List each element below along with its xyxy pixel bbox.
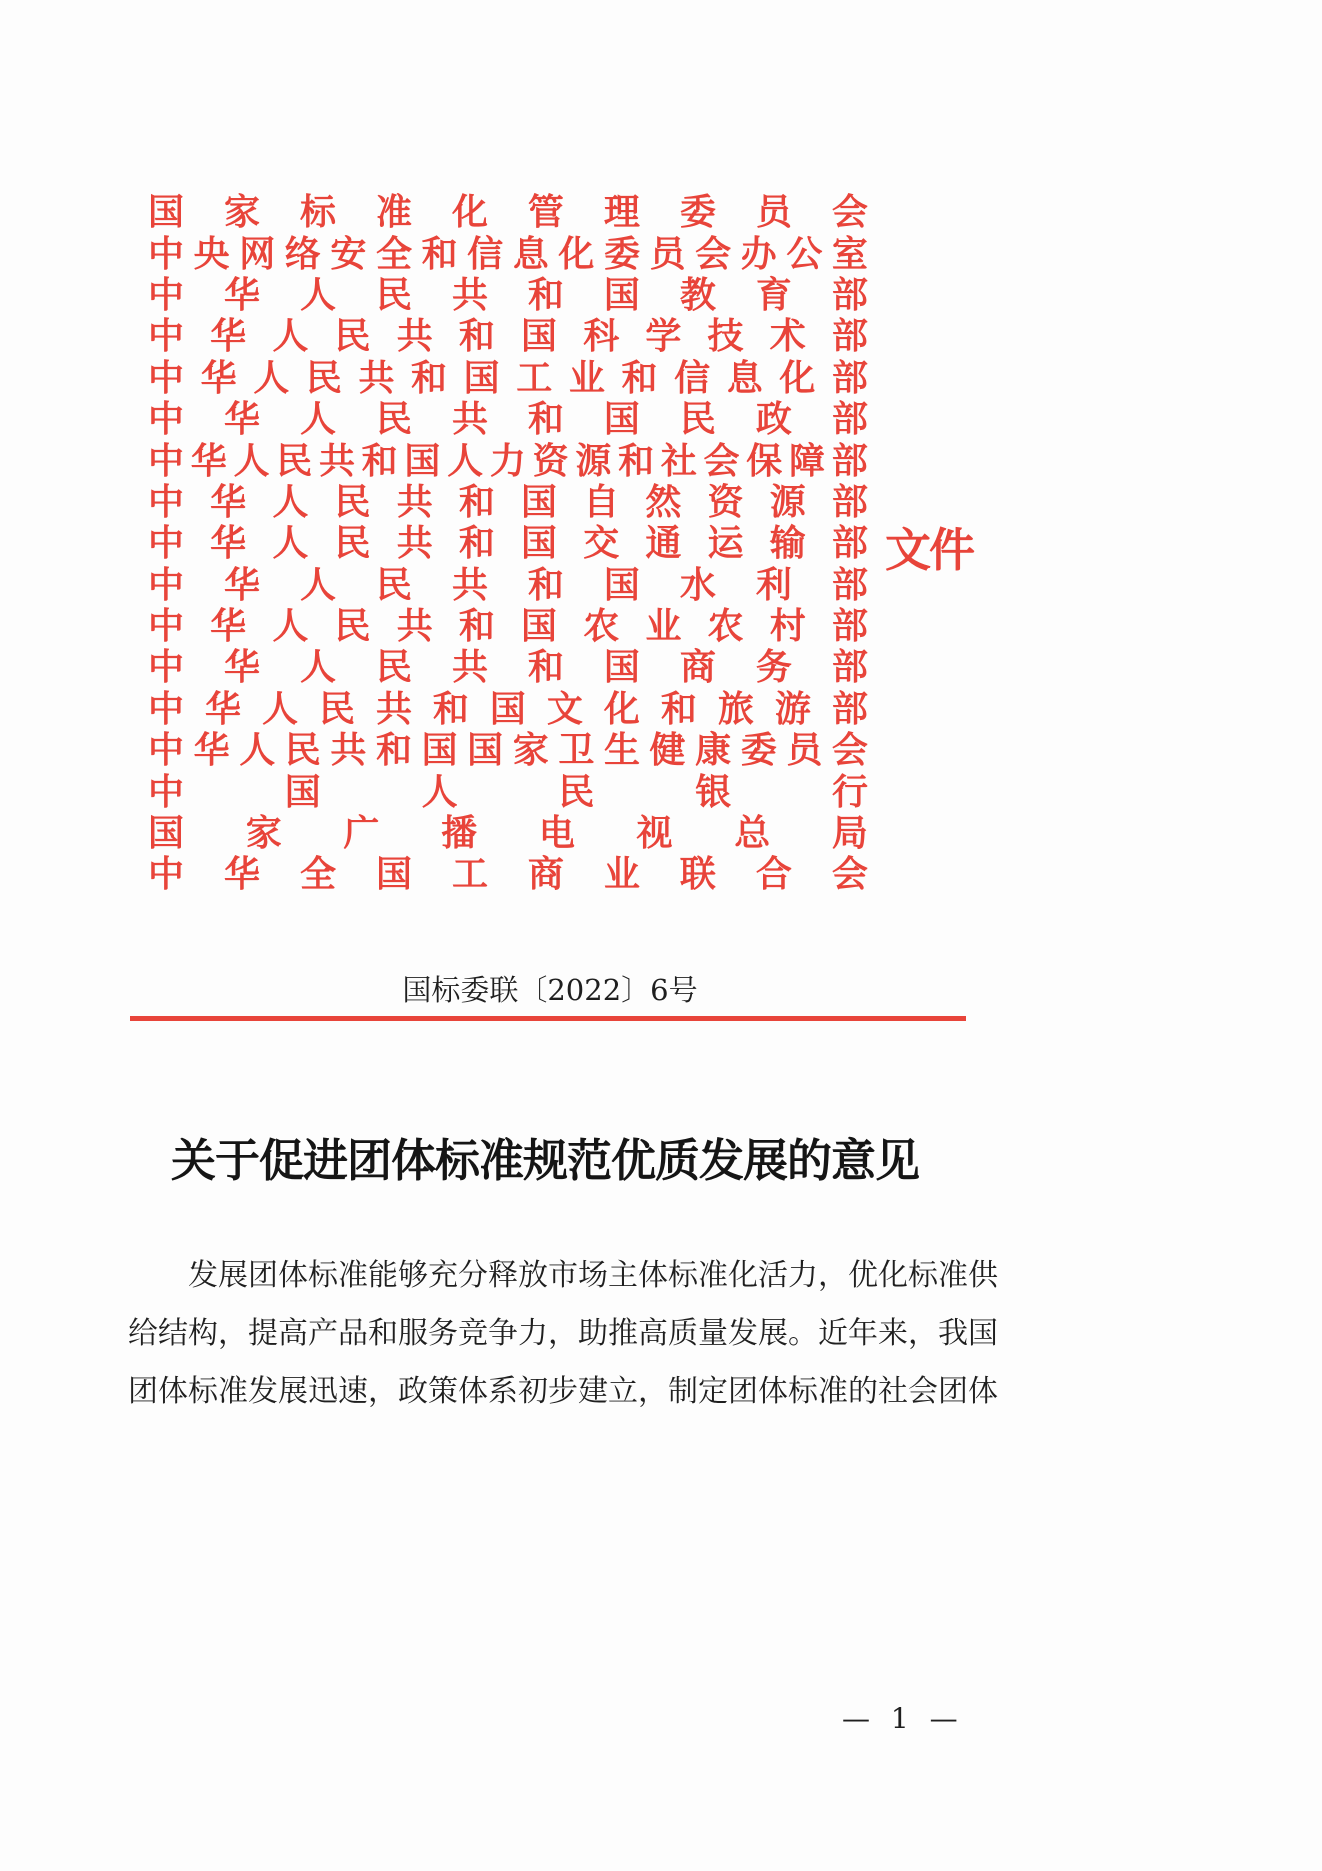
issuing-body-char: 会 [831, 192, 868, 234]
issuing-body-char: 中 [148, 854, 185, 896]
issuing-body-char: 国 [603, 564, 640, 606]
issuing-body-char: 共 [358, 357, 395, 399]
issuing-body-char: 商 [527, 854, 564, 896]
issuing-body-char: 人 [261, 688, 298, 730]
issuing-body-char: 中 [148, 357, 185, 399]
issuing-body-char: 化 [603, 688, 640, 730]
issuing-body-char: 人 [253, 357, 290, 399]
issuing-body-char: 视 [636, 813, 673, 855]
issuing-body-char: 中 [148, 399, 185, 441]
issuing-body-char: 部 [831, 481, 868, 523]
issuing-body-char: 络 [284, 233, 321, 275]
issuing-body-char: 国 [463, 357, 500, 399]
body-line: 团 体 标 准 发 展 迅 速 ， 政 策 体 系 初 步 建 立 ， 制 定 团 体 标 准 的 社 会 团 体 [128, 1374, 998, 1409]
issuing-body-char: 部 [831, 274, 868, 316]
issuing-body-char: 部 [831, 523, 868, 565]
issuing-body-char: 家 [223, 192, 260, 234]
issuing-body-char: 利 [755, 564, 792, 606]
issuing-body-char: 旅 [717, 688, 754, 730]
body-line: 发 展 团 体 标 准 能 够 充 分 释 放 市 场 主 体 标 准 化 活 力 ， 优 化 标 准 供 [188, 1258, 998, 1293]
issuing-body-char: 共 [396, 606, 433, 648]
issuing-body-char: 资 [532, 440, 569, 482]
issuing-body-char: 工 [516, 357, 553, 399]
issuing-body-char: 源 [769, 481, 806, 523]
issuing-body-char: 然 [645, 481, 682, 523]
issuing-body-char: 网 [239, 233, 276, 275]
issuing-body-char: 中 [148, 647, 185, 689]
issuing-body-char: 员 [755, 192, 792, 234]
issuing-body-char: 中 [148, 274, 185, 316]
issuing-body-char: 资 [707, 481, 744, 523]
issuing-body-char: 委 [679, 192, 716, 234]
issuing-body-char: 中 [148, 316, 185, 358]
issuing-body-char: 联 [679, 854, 716, 896]
issuing-body-char: 人 [239, 730, 276, 772]
issuing-body-char: 国 [467, 730, 504, 772]
issuing-body-char: 全 [375, 233, 412, 275]
issuing-body-char: 息 [726, 357, 763, 399]
issuing-body-char: 生 [603, 730, 640, 772]
issuing-body-char: 民 [375, 274, 412, 316]
issuing-body-row [148, 482, 868, 523]
document-number: 国标委联〔2022〕6号 [402, 973, 698, 1007]
issuing-body-char: 委 [740, 730, 777, 772]
issuing-body-row [148, 358, 868, 399]
issuing-body-char: 共 [451, 274, 488, 316]
issuing-body-row [148, 233, 868, 274]
issuing-body-char: 准 [375, 192, 412, 234]
issuing-body-char: 人 [447, 440, 484, 482]
issuing-body-char: 华 [200, 357, 237, 399]
issuing-body-char: 业 [645, 606, 682, 648]
issuing-body-char: 共 [451, 647, 488, 689]
issuing-body-char: 中 [148, 481, 185, 523]
issuing-body-char: 人 [299, 647, 336, 689]
issuing-body-char: 人 [299, 564, 336, 606]
issuing-body-char: 国 [148, 813, 185, 855]
issuing-body-char: 卫 [558, 730, 595, 772]
issuing-body-char: 自 [583, 481, 620, 523]
issuing-body-char: 和 [375, 730, 412, 772]
issuing-body-char: 民 [375, 564, 412, 606]
issuing-body-char: 国 [521, 523, 558, 565]
issuing-body-char: 行 [831, 771, 868, 813]
issuing-body-char: 委 [603, 233, 640, 275]
issuing-body-char: 技 [707, 316, 744, 358]
issuing-body-char: 中 [148, 688, 185, 730]
issuing-body-char: 民 [334, 481, 371, 523]
issuing-body-char: 人 [272, 316, 309, 358]
issuing-body-char: 部 [831, 440, 868, 482]
issuing-body-char: 会 [703, 440, 740, 482]
issuing-body-char: 民 [276, 440, 313, 482]
issuing-body-char: 人 [272, 523, 309, 565]
issuing-body-char: 民 [679, 399, 716, 441]
issuing-body-char: 术 [769, 316, 806, 358]
issuing-body-char: 运 [707, 523, 744, 565]
issuing-body-char: 电 [538, 813, 575, 855]
issuing-body-char: 障 [789, 440, 826, 482]
issuing-body-char: 和 [527, 274, 564, 316]
issuing-body-char: 民 [334, 316, 371, 358]
issuing-body-char: 国 [148, 192, 185, 234]
issuing-body-char: 水 [679, 564, 716, 606]
issuing-body-char: 民 [334, 606, 371, 648]
issuing-body-char: 通 [645, 523, 682, 565]
issuing-body-char: 村 [769, 606, 806, 648]
issuing-body-char: 商 [679, 647, 716, 689]
issuing-body-row [148, 813, 868, 854]
issuing-body-row [148, 275, 868, 316]
issuing-body-char: 民 [284, 730, 321, 772]
issuing-body-char: 务 [755, 647, 792, 689]
issuing-body-char: 银 [695, 771, 732, 813]
issuing-body-char: 员 [649, 233, 686, 275]
issuing-body-char: 部 [831, 606, 868, 648]
issuing-body-char: 共 [396, 523, 433, 565]
issuing-body-char: 游 [774, 688, 811, 730]
issuing-body-row [148, 689, 868, 730]
issuing-body-char: 民 [334, 523, 371, 565]
issuing-body-char: 和 [432, 688, 469, 730]
issuing-body-char: 科 [583, 316, 620, 358]
issuing-body-char: 局 [831, 813, 868, 855]
issuing-body-row [148, 440, 868, 481]
issuing-body-char: 和 [458, 481, 495, 523]
issuing-body-char: 华 [223, 399, 260, 441]
issuing-body-char: 和 [458, 316, 495, 358]
issuing-body-char: 教 [679, 274, 716, 316]
issuing-body-char: 业 [603, 854, 640, 896]
issuing-body-char: 合 [755, 854, 792, 896]
document-marker: 文件 [885, 523, 973, 577]
issuing-body-char: 部 [831, 357, 868, 399]
issuing-body-char: 全 [299, 854, 336, 896]
red-divider-line [130, 1016, 966, 1021]
issuing-body-row [148, 399, 868, 440]
issuing-body-char: 学 [645, 316, 682, 358]
issuing-body-char: 和 [361, 440, 398, 482]
page-number: — 1 — [842, 1702, 964, 1735]
issuing-body-char: 理 [603, 192, 640, 234]
issuing-body-char: 保 [746, 440, 783, 482]
issuing-body-char: 中 [148, 730, 185, 772]
issuing-body-char: 广 [343, 813, 380, 855]
issuing-body-char: 业 [568, 357, 605, 399]
issuing-body-char: 员 [786, 730, 823, 772]
issuing-body-char: 力 [489, 440, 526, 482]
issuing-body-char: 社 [660, 440, 697, 482]
issuing-body-row [148, 523, 868, 564]
body-paragraph [128, 1247, 998, 1421]
document-title: 关于促进团体标准规范优质发展的意见 [170, 1134, 919, 1187]
issuing-body-char: 共 [451, 399, 488, 441]
issuing-body-char: 共 [396, 481, 433, 523]
issuing-body-char: 农 [583, 606, 620, 648]
issuing-body-char: 国 [603, 647, 640, 689]
issuing-body-char: 人 [233, 440, 270, 482]
issuing-body-char: 中 [148, 564, 185, 606]
issuing-body-char: 中 [148, 233, 185, 275]
issuing-body-char: 中 [148, 771, 185, 813]
issuing-body-char: 人 [421, 771, 458, 813]
issuing-body-char: 会 [695, 233, 732, 275]
issuing-body-char: 和 [660, 688, 697, 730]
issuing-body-char: 华 [204, 688, 241, 730]
issuing-body-char: 国 [603, 399, 640, 441]
issuing-body-char: 康 [695, 730, 732, 772]
issuing-body-char: 华 [223, 274, 260, 316]
issuing-body-char: 公 [786, 233, 823, 275]
issuing-body-char: 政 [755, 399, 792, 441]
issuing-body-char: 共 [451, 564, 488, 606]
issuing-body-char: 和 [411, 357, 448, 399]
issuing-body-row [148, 730, 868, 771]
issuing-body-char: 和 [527, 399, 564, 441]
issuing-body-char: 标 [299, 192, 336, 234]
issuing-body-char: 国 [421, 730, 458, 772]
issuing-body-char: 国 [284, 771, 321, 813]
issuing-body-row [148, 316, 868, 357]
issuing-body-char: 输 [769, 523, 806, 565]
issuing-body-char: 健 [649, 730, 686, 772]
issuing-body-char: 和 [527, 564, 564, 606]
issuing-body-char: 民 [375, 647, 412, 689]
issuing-body-char: 管 [527, 192, 564, 234]
issuing-body-char: 共 [330, 730, 367, 772]
issuing-body-char: 民 [375, 399, 412, 441]
issuing-body-char: 华 [193, 730, 230, 772]
issuing-body-char: 人 [272, 606, 309, 648]
issuing-body-char: 国 [603, 274, 640, 316]
issuing-body-char: 民 [558, 771, 595, 813]
issuing-body-char: 和 [621, 357, 658, 399]
issuing-bodies-block [148, 192, 868, 896]
issuing-body-char: 中 [148, 440, 185, 482]
issuing-body-char: 华 [223, 854, 260, 896]
issuing-body-char: 人 [299, 399, 336, 441]
issuing-body-char: 华 [210, 316, 247, 358]
issuing-body-row [148, 771, 868, 812]
issuing-body-char: 人 [299, 274, 336, 316]
issuing-body-char: 国 [521, 316, 558, 358]
issuing-body-char: 和 [421, 233, 458, 275]
body-line: 给 结 构 ， 提 高 产 品 和 服 务 竞 争 力 ， 助 推 高 质 量 发 展 。 近 年 来 ， 我 国 [128, 1316, 998, 1351]
issuing-body-row [148, 606, 868, 647]
issuing-body-char: 民 [318, 688, 355, 730]
issuing-body-char: 国 [375, 854, 412, 896]
issuing-body-char: 家 [512, 730, 549, 772]
issuing-body-char: 安 [330, 233, 367, 275]
issuing-body-char: 信 [467, 233, 504, 275]
issuing-body-char: 办 [740, 233, 777, 275]
issuing-body-char: 播 [441, 813, 478, 855]
issuing-body-char: 工 [451, 854, 488, 896]
issuing-body-char: 华 [223, 564, 260, 606]
issuing-body-char: 华 [210, 481, 247, 523]
issuing-body-char: 交 [583, 523, 620, 565]
issuing-body-char: 国 [404, 440, 441, 482]
issuing-body-char: 央 [193, 233, 230, 275]
issuing-body-char: 华 [223, 647, 260, 689]
issuing-body-char: 共 [396, 316, 433, 358]
issuing-body-char: 人 [272, 481, 309, 523]
issuing-body-char: 信 [674, 357, 711, 399]
issuing-body-char: 共 [375, 688, 412, 730]
issuing-body-char: 化 [451, 192, 488, 234]
issuing-body-char: 源 [575, 440, 612, 482]
issuing-body-char: 部 [831, 399, 868, 441]
issuing-body-char: 民 [305, 357, 342, 399]
issuing-body-char: 国 [521, 606, 558, 648]
issuing-body-char: 中 [148, 606, 185, 648]
issuing-body-row [148, 192, 868, 233]
issuing-body-char: 中 [148, 523, 185, 565]
issuing-body-row [148, 565, 868, 606]
issuing-body-char: 息 [512, 233, 549, 275]
issuing-body-char: 文 [546, 688, 583, 730]
issuing-body-char: 部 [831, 564, 868, 606]
issuing-body-char: 化 [779, 357, 816, 399]
issuing-body-row [148, 854, 868, 895]
issuing-body-char: 会 [831, 730, 868, 772]
issuing-body-char: 部 [831, 647, 868, 689]
issuing-body-char: 农 [707, 606, 744, 648]
issuing-body-char: 部 [831, 688, 868, 730]
issuing-body-char: 总 [734, 813, 771, 855]
issuing-body-char: 室 [831, 233, 868, 275]
issuing-body-char: 会 [831, 854, 868, 896]
issuing-body-char: 和 [618, 440, 655, 482]
issuing-body-char: 共 [318, 440, 355, 482]
issuing-body-char: 育 [755, 274, 792, 316]
issuing-body-char: 化 [558, 233, 595, 275]
issuing-body-char: 华 [190, 440, 227, 482]
issuing-body-char: 家 [245, 813, 282, 855]
issuing-body-row [148, 647, 868, 688]
issuing-body-char: 和 [458, 606, 495, 648]
issuing-body-char: 华 [210, 523, 247, 565]
issuing-body-char: 和 [527, 647, 564, 689]
issuing-body-char: 华 [210, 606, 247, 648]
issuing-body-char: 和 [458, 523, 495, 565]
issuing-body-char: 国 [521, 481, 558, 523]
issuing-body-char: 部 [831, 316, 868, 358]
issuing-body-char: 国 [489, 688, 526, 730]
